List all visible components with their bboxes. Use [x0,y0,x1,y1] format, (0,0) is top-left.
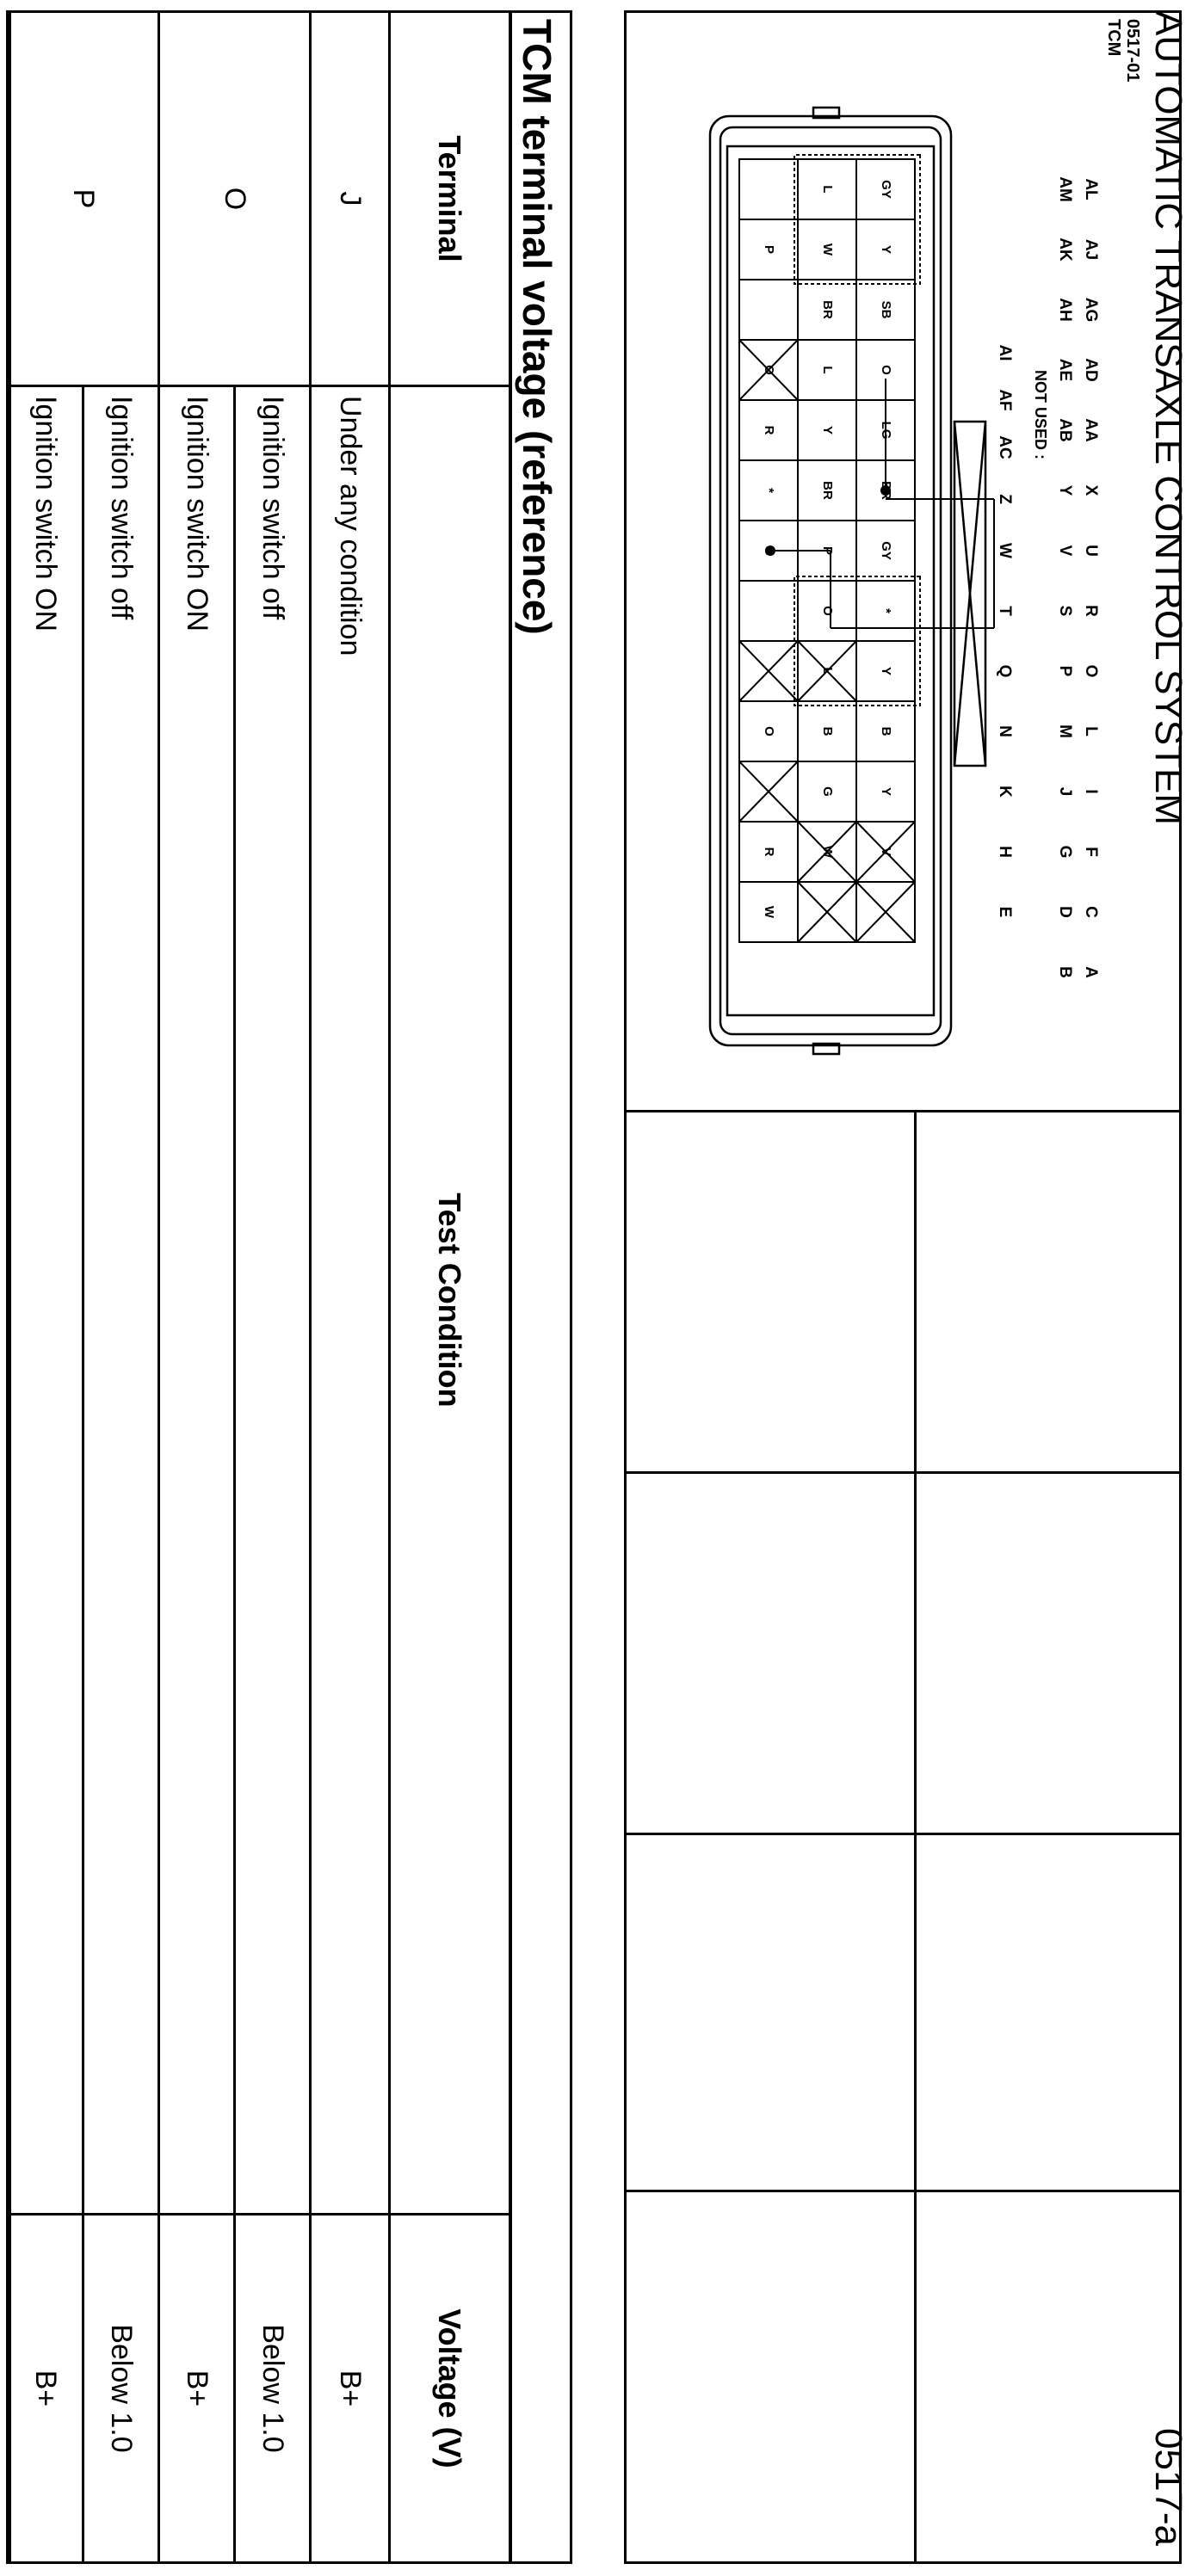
svg-text:AC: AC [995,435,1014,459]
svg-text:P: P [820,545,836,556]
table-title: TCM terminal voltage (reference) [515,19,559,635]
svg-text:H: H [995,846,1014,858]
svg-text:LG: LG [879,421,894,440]
svg-text:B: B [879,726,894,736]
pin-letter-labels [996,176,1100,978]
svg-text:G: G [762,545,777,556]
svg-text:Y: Y [1055,484,1074,496]
not-used-label: NOT USED : [1032,370,1049,460]
table-row [159,12,235,2563]
svg-text:W: W [762,905,777,919]
svg-text:BR: BR [820,481,836,500]
svg-text:*: * [762,488,777,493]
svg-text:R: R [1081,605,1100,617]
svg-text:AK: AK [1055,237,1074,262]
frame-divider-h [914,1110,917,2564]
svg-text:M: M [1055,724,1074,738]
condition-cell: Ignition switch ON [8,386,83,2215]
terminal-cell: O [159,12,311,386]
table-row [8,12,83,2563]
terminal-cell: J [311,12,390,386]
table-row [311,12,390,2563]
svg-text:O: O [762,726,777,736]
svg-text:L: L [820,185,836,194]
svg-text:L: L [1081,726,1100,736]
svg-text:F: F [1081,847,1100,857]
figure-code: 0517-01 [1123,19,1142,83]
svg-text:AD: AD [1081,358,1100,382]
svg-text:R: R [762,425,777,435]
tcm-connector-diagram [624,0,1192,1119]
wire-color-codes [762,180,893,919]
svg-text:AI: AI [995,344,1014,361]
svg-text:L: L [820,366,836,374]
frame-divider-v [624,1833,1182,1835]
svg-text:U: U [1081,545,1100,557]
condition-header: Test Condition [390,386,510,2215]
voltage-cell: B+ [311,2215,390,2563]
svg-text:E: E [995,906,1014,918]
svg-text:AB: AB [1055,418,1074,442]
voltage-cell: B+ [8,2215,83,2563]
svg-text:C: C [1081,906,1100,918]
svg-text:W: W [820,243,836,256]
svg-text:O: O [879,365,894,375]
condition-cell: Ignition switch off [235,386,311,2215]
svg-text:O: O [762,365,777,375]
document-title: AUTOMATIC TRANSAXLE CONTROL SYSTEM [1147,10,1189,825]
svg-text:BR: BR [820,300,836,319]
svg-text:P: P [762,244,777,255]
terminal-header: Terminal [390,12,510,386]
svg-text:BR: BR [879,481,894,500]
svg-text:W: W [820,845,836,859]
svg-text:V: V [879,847,894,857]
table-row [235,12,311,2563]
svg-text:AE: AE [1055,358,1074,382]
svg-text:S: S [1055,605,1074,617]
svg-text:AA: AA [1081,418,1100,442]
svg-text:GY: GY [879,180,894,199]
svg-text:P: P [1055,665,1074,677]
svg-text:AL: AL [1081,178,1100,200]
svg-text:R: R [762,847,777,857]
svg-text:J: J [1055,786,1074,797]
svg-text:O: O [820,606,836,616]
svg-text:I: I [1081,789,1100,794]
condition-cell: Ignition switch off [83,386,159,2215]
svg-text:V: V [1055,545,1074,557]
svg-text:B: B [820,726,836,736]
svg-text:W: W [995,543,1014,558]
terminal-voltage-table [6,10,511,2564]
svg-text:AF: AF [995,389,1014,411]
svg-text:*: * [879,608,894,613]
condition-cell: Under any condition [311,386,390,2215]
frame-divider-v [624,2190,1182,2192]
svg-text:K: K [995,786,1014,798]
svg-text:G: G [1055,845,1074,859]
svg-text:L: L [820,667,836,675]
svg-text:AM: AM [1055,176,1074,202]
table-row [83,12,159,2563]
svg-text:Y: Y [820,425,836,435]
frame-divider-v [624,1471,1182,1474]
svg-text:G: G [820,786,836,797]
svg-text:Q: Q [995,664,1014,678]
voltage-cell: B+ [159,2215,235,2563]
svg-text:Y: Y [879,244,894,255]
svg-text:B: B [1055,966,1074,978]
svg-text:AJ: AJ [1081,238,1100,261]
svg-text:O: O [1081,664,1100,678]
condition-cell: Ignition switch ON [159,386,235,2215]
svg-text:T: T [995,606,1014,616]
voltage-cell: Below 1.0 [83,2215,159,2563]
page-code: 0517-a [1147,2428,1189,2547]
svg-text:AG: AG [1081,297,1100,323]
svg-text:Y: Y [879,666,894,676]
svg-text:Y: Y [879,786,894,797]
svg-text:A: A [1081,966,1100,978]
svg-text:X: X [1081,484,1100,496]
svg-text:D: D [1055,906,1074,918]
terminal-cell: P [8,12,159,386]
voltage-header: Voltage (V) [390,2215,510,2563]
svg-text:GY: GY [879,541,894,560]
figure-component: TCM [1104,19,1123,57]
svg-text:N: N [995,725,1014,737]
svg-text:AH: AH [1055,298,1074,322]
svg-text:Z: Z [995,494,1014,504]
voltage-cell: Below 1.0 [235,2215,311,2563]
not-used-leads [766,379,994,628]
svg-text:SB: SB [879,300,894,319]
